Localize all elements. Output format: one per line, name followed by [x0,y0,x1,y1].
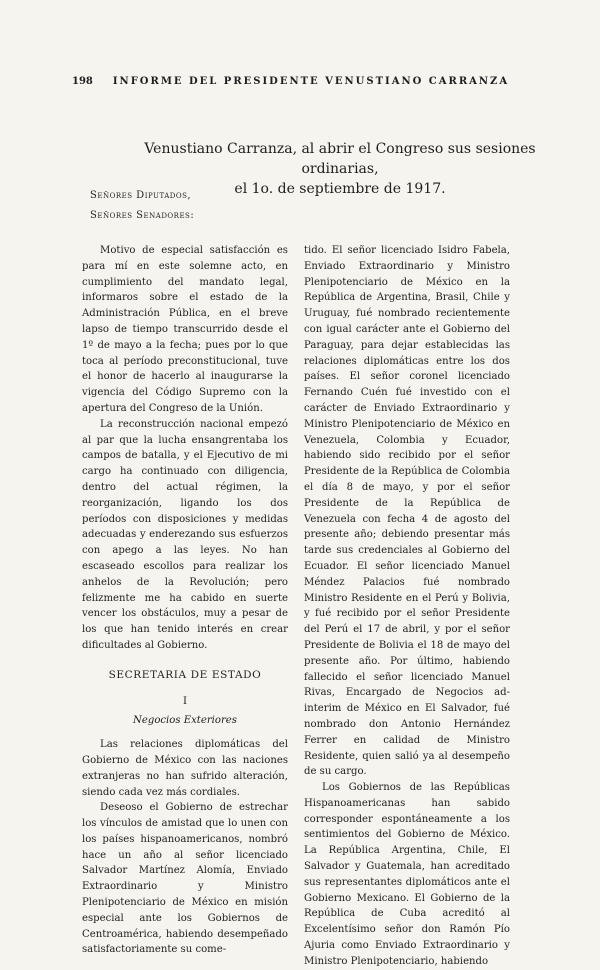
salutation-diputados: Señores Diputados, [90,190,192,201]
left-column [82,243,288,958]
running-header [72,76,542,87]
paragraph: tido. El señor licenciado Isidro Fabela, Enviado Extraordinario y Ministro Plenipotenciario de México en la República de Argentina, Brasil, Chile y Uruguay, fué nombrado recientemente con igual carácter ante el Gobierno del Paraguay, para dejar establecidas las relaciones diplomáticas entre los dos países. El señor coronel licenciado Fernando Cuén fué investido con el carácter de Enviado Extraordinario y Ministro Plenipotenciario de México en Venezuela, Colombia y Ecuador, habiendo sido recibido por el señor Presidente de la República de Colombia el día 8 de mayo, y por el señor Presidente de la República de Venezuela con fecha 4 de agosto del presente año; debiendo presentar más tarde sus credenciales al Gobierno del Ecuador. El señor licenciado Manuel Méndez Palacios fué nombrado Ministro Residente en el Perú y Bolivia, y fué recibido por el señor Presidente del Perú el 17 de abril, y por el señor Presidente de Bolivia el 18 de mayo del presente año. Por último, habiendo fallecido el señor licenciado Manuel Rivas, Encargado de Negocios ad-interim de México en El Salvador, fué nombrado don Antonio Hernández Ferrer en calidad de Ministro Residente, quien salió ya al desempeño de su cargo. [304,245,510,778]
subsection-heading: Negocios Exteriores [133,715,237,727]
paragraph: Deseoso el Gobierno de estrechar los vínculos de amistad que lo unen con los países hispanoamericanos, nombró hace un año al señor licenciado Salvador Martínez Alomía, Enviado Extraordinario y Ministro Plenipotenciario de México en misión especial ante los Gobiernos de Centroamérica, habiendo desempeñado satisfactoriamente su come- [82,802,288,956]
paragraph: La reconstrucción nacional empezó al par que la lucha ensangrentaba los campos de batalla, y el Ejecutivo de mi cargo ha continuado con diligencia, dentro del actual régimen, la reorganización, ligando los dos períodos con disposiciones y medidas adecuadas y enderezando sus esfuerzos con apego a las leyes. No han escaseado escollos para realizar los anhelos de la Revolución; pero felizmente me ha cabido en suerte vencer los obstáculos, muy a pesar de los que han tenido interés en crear dificultades al Gobierno. [82,418,288,651]
section-heading: SECRETARIA DE ESTADO [108,668,262,681]
salutation-senadores: Señores Senadores: [90,210,195,221]
title-line-2: el 1o. de septiembre de 1917. [234,181,446,197]
right-column [304,243,510,970]
section-number: I [183,695,187,707]
paragraph: Motivo de especial satisfacción es para mí en este solemne acto, en cumplimiento del mandato legal, informaros sobre el estado de la Administración Pública, en el breve lapso de tiempo transcurrido desde el 1º de mayo a la fecha; pues por lo que toca al período preconstitucional, tuve el honor de hacerlo al inaugurarse la vigencia del Código Supremo con la apertura del Congreso de la Unión. [82,245,288,414]
running-title: INFORME DEL PRESIDENTE VENUSTIANO CARRANZA [112,76,510,87]
speech-title [140,139,540,199]
paragraph: Las relaciones diplomáticas del Gobierno de México con las naciones extranjeras no han sufrido alteración, siendo cada vez más cordiales. [82,739,288,798]
paragraph: Los Gobiernos de las Repúblicas Hispanoamericanas han sabido corresponder espontáneamente a los sentimientos del Gobierno de México. La República Argentina, Chile, El Salvador y Guatemala, han acreditado sus representantes diplomáticos ante el Gobierno Mexicano. El Gobierno de la República de Cuba acreditó al Excelentísimo señor don Ramón Pío Ajuria como Enviado Extraordinario y Ministro Plenipotenciario, habiendo [304,782,510,967]
title-line-1: Venustiano Carranza, al abrir el Congreso sus sesiones ordinarias, [144,141,536,177]
page-number: 198 [72,76,93,87]
